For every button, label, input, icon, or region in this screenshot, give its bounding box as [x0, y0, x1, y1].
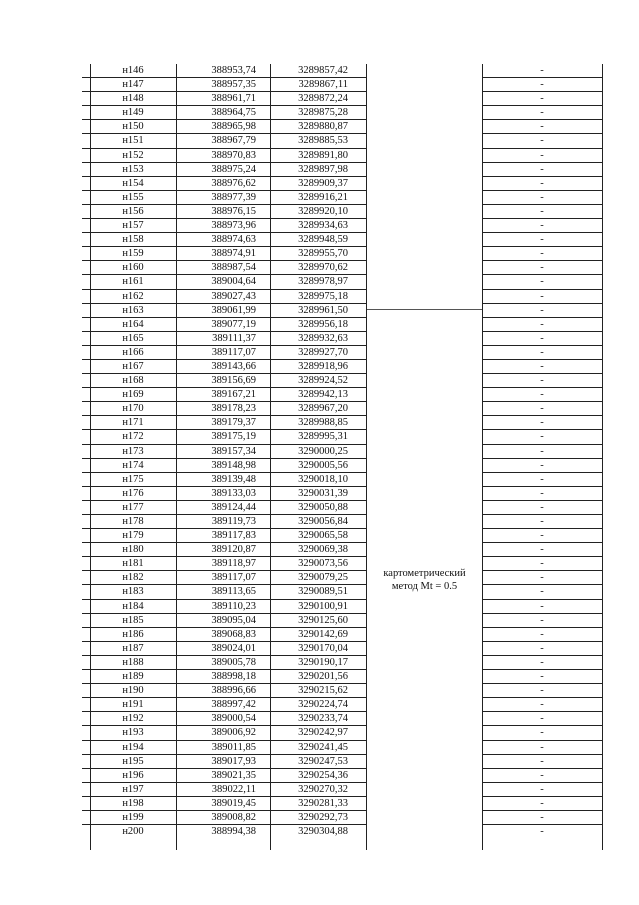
table-row	[82, 459, 602, 473]
table-row	[82, 571, 602, 585]
empty-value-cell: -	[540, 93, 544, 105]
table-row	[82, 600, 602, 614]
x-coordinate-cell: 389068,83	[211, 628, 256, 640]
point-name-cell: н162	[122, 290, 144, 302]
x-coordinate-cell: 388977,39	[211, 191, 256, 203]
x-coordinate-cell: 388964,75	[211, 107, 256, 119]
table-row	[82, 134, 602, 148]
empty-value-cell: -	[540, 516, 544, 527]
empty-value-cell: -	[540, 755, 544, 767]
y-coordinate-cell: 3290125,60	[298, 614, 348, 626]
point-name-cell: н170	[122, 403, 144, 415]
point-name-cell: н187	[122, 642, 144, 654]
table-border-left	[90, 64, 91, 850]
y-coordinate-cell: 3290190,17	[298, 656, 348, 668]
y-coordinate-cell: 3289916,21	[298, 191, 348, 203]
point-name-cell: н150	[122, 121, 144, 133]
table-row	[82, 219, 602, 233]
empty-value-cell: -	[540, 234, 544, 246]
point-name-cell: н176	[122, 487, 144, 499]
table-row	[82, 628, 602, 642]
table-row	[82, 515, 602, 529]
x-coordinate-cell: 389095,04	[211, 614, 256, 626]
y-coordinate-cell: 3290142,69	[298, 628, 348, 640]
empty-value-cell: -	[540, 65, 544, 76]
empty-value-cell: -	[540, 473, 544, 485]
empty-value-cell: -	[540, 614, 544, 626]
x-coordinate-cell: 389110,23	[211, 600, 256, 612]
point-name-cell: н167	[122, 360, 144, 372]
point-name-cell: н197	[122, 783, 144, 795]
method-cell-upper	[367, 64, 482, 309]
empty-value-cell: -	[540, 346, 544, 358]
x-coordinate-cell: 389006,92	[211, 727, 256, 739]
x-coordinate-cell: 388975,24	[211, 163, 256, 175]
y-coordinate-cell: 3290215,62	[298, 685, 348, 697]
empty-value-cell: -	[540, 642, 544, 654]
x-coordinate-cell: 389024,01	[211, 642, 256, 654]
point-name-cell: н165	[122, 332, 144, 344]
table-row	[82, 430, 602, 444]
y-coordinate-cell: 3289857,42	[298, 65, 348, 76]
y-coordinate-cell: 3289948,59	[298, 234, 348, 246]
x-coordinate-cell: 389133,03	[211, 487, 256, 499]
y-coordinate-cell: 3290242,97	[298, 727, 348, 739]
point-name-cell: н159	[122, 248, 144, 260]
empty-value-cell: -	[540, 487, 544, 499]
method-cell-divider	[367, 309, 482, 310]
y-coordinate-cell: 3289924,52	[298, 375, 348, 387]
empty-value-cell: -	[540, 572, 544, 584]
y-coordinate-cell: 3290100,91	[298, 600, 348, 612]
x-coordinate-cell: 389156,69	[211, 375, 256, 387]
table-row	[82, 783, 602, 797]
y-coordinate-cell: 3289920,10	[298, 205, 348, 217]
x-coordinate-cell: 388953,74	[211, 65, 256, 76]
table-rows	[82, 64, 602, 839]
y-coordinate-cell: 3289875,28	[298, 107, 348, 119]
point-name-cell: н152	[122, 149, 144, 161]
x-coordinate-cell: 389021,35	[211, 769, 256, 781]
table-row	[82, 64, 602, 78]
y-coordinate-cell: 3289956,18	[298, 318, 348, 330]
x-coordinate-cell: 388976,15	[211, 205, 256, 217]
x-coordinate-cell: 389124,44	[211, 501, 256, 513]
table-row	[82, 402, 602, 416]
y-coordinate-cell: 3290005,56	[298, 459, 348, 471]
point-name-cell: н147	[122, 79, 144, 91]
empty-value-cell: -	[540, 177, 544, 189]
empty-value-cell: -	[540, 107, 544, 119]
empty-value-cell: -	[540, 445, 544, 457]
point-name-cell: н155	[122, 191, 144, 203]
x-coordinate-cell: 389005,78	[211, 656, 256, 668]
empty-value-cell: -	[540, 671, 544, 683]
table-row	[82, 149, 602, 163]
point-name-cell: н166	[122, 346, 144, 358]
empty-value-cell: -	[540, 530, 544, 542]
table-row	[82, 205, 602, 219]
point-name-cell: н200	[122, 826, 144, 838]
table-row	[82, 741, 602, 755]
empty-value-cell: -	[540, 586, 544, 598]
point-name-cell: н182	[122, 572, 144, 584]
y-coordinate-cell: 3290270,32	[298, 783, 348, 795]
y-coordinate-cell: 3289961,50	[298, 304, 348, 316]
table-row	[82, 247, 602, 261]
y-coordinate-cell: 3290201,56	[298, 671, 348, 683]
x-coordinate-cell: 388967,79	[211, 135, 256, 147]
empty-value-cell: -	[540, 389, 544, 401]
column-divider-1	[176, 64, 177, 850]
table-row	[82, 163, 602, 177]
coordinates-table	[82, 64, 602, 839]
empty-value-cell: -	[540, 811, 544, 823]
x-coordinate-cell: 388996,66	[211, 685, 256, 697]
point-name-cell: н177	[122, 501, 144, 513]
x-coordinate-cell: 388974,63	[211, 234, 256, 246]
table-row	[82, 332, 602, 346]
point-name-cell: н172	[122, 431, 144, 443]
y-coordinate-cell: 3289978,97	[298, 276, 348, 288]
table-row	[82, 275, 602, 289]
y-coordinate-cell: 3290000,25	[298, 445, 348, 457]
empty-value-cell: -	[540, 544, 544, 556]
y-coordinate-cell: 3289918,96	[298, 360, 348, 372]
y-coordinate-cell: 3289867,11	[298, 79, 348, 91]
table-row	[82, 445, 602, 459]
point-name-cell: н157	[122, 220, 144, 232]
point-name-cell: н173	[122, 445, 144, 457]
point-name-cell: н184	[122, 600, 144, 612]
empty-value-cell: -	[540, 262, 544, 274]
x-coordinate-cell: 388994,38	[211, 826, 256, 838]
point-name-cell: н171	[122, 417, 144, 429]
y-coordinate-cell: 3289872,24	[298, 93, 348, 105]
table-row	[82, 529, 602, 543]
point-name-cell: н181	[122, 558, 144, 570]
point-name-cell: н183	[122, 586, 144, 598]
point-name-cell: н179	[122, 530, 144, 542]
y-coordinate-cell: 3290254,36	[298, 769, 348, 781]
empty-value-cell: -	[540, 248, 544, 260]
empty-value-cell: -	[540, 600, 544, 612]
x-coordinate-cell: 388974,91	[211, 248, 256, 260]
table-row	[82, 261, 602, 275]
x-coordinate-cell: 388973,96	[211, 220, 256, 232]
empty-value-cell: -	[540, 656, 544, 668]
x-coordinate-cell: 389011,85	[211, 741, 256, 753]
empty-value-cell: -	[540, 685, 544, 697]
point-name-cell: н174	[122, 459, 144, 471]
y-coordinate-cell: 3290247,53	[298, 755, 348, 767]
y-coordinate-cell: 3289970,62	[298, 262, 348, 274]
table-row	[82, 614, 602, 628]
empty-value-cell: -	[540, 318, 544, 330]
x-coordinate-cell: 389008,82	[211, 811, 256, 823]
y-coordinate-cell: 3290069,38	[298, 544, 348, 556]
point-name-cell: н161	[122, 276, 144, 288]
y-coordinate-cell: 3290050,88	[298, 501, 348, 513]
method-label-line2: метод Mt = 0.5	[391, 581, 458, 592]
method-label-line1: картометрический	[383, 568, 466, 579]
x-coordinate-cell: 389157,34	[211, 445, 256, 457]
y-coordinate-cell: 3289909,37	[298, 177, 348, 189]
table-row	[82, 712, 602, 726]
table-row	[82, 388, 602, 402]
table-row	[82, 346, 602, 360]
x-coordinate-cell: 388970,83	[211, 149, 256, 161]
table-row	[82, 543, 602, 557]
x-coordinate-cell: 389175,19	[211, 431, 256, 443]
x-coordinate-cell: 389139,48	[211, 473, 256, 485]
table-row	[82, 120, 602, 134]
table-row	[82, 290, 602, 304]
table-row	[82, 78, 602, 92]
table-row	[82, 106, 602, 120]
y-coordinate-cell: 3289988,85	[298, 417, 348, 429]
empty-value-cell: -	[540, 121, 544, 133]
x-coordinate-cell: 389019,45	[211, 797, 256, 809]
point-name-cell: н151	[122, 135, 144, 147]
table-row	[82, 684, 602, 698]
y-coordinate-cell: 3289897,98	[298, 163, 348, 175]
table-row	[82, 769, 602, 783]
x-coordinate-cell: 389120,87	[211, 544, 256, 556]
x-coordinate-cell: 389000,54	[211, 713, 256, 725]
x-coordinate-cell: 389167,21	[211, 389, 256, 401]
y-coordinate-cell: 3289967,20	[298, 403, 348, 415]
x-coordinate-cell: 389148,98	[211, 459, 256, 471]
table-row	[82, 825, 602, 839]
column-divider-4	[482, 64, 483, 850]
point-name-cell: н186	[122, 628, 144, 640]
point-name-cell: н164	[122, 318, 144, 330]
point-name-cell: н199	[122, 811, 144, 823]
empty-value-cell: -	[540, 220, 544, 232]
table-row	[82, 726, 602, 740]
y-coordinate-cell: 3289932,63	[298, 332, 348, 344]
point-name-cell: н191	[122, 699, 144, 711]
empty-value-cell: -	[540, 713, 544, 725]
x-coordinate-cell: 389061,99	[211, 304, 256, 316]
table-row	[82, 318, 602, 332]
empty-value-cell: -	[540, 558, 544, 570]
empty-value-cell: -	[540, 79, 544, 91]
y-coordinate-cell: 3290031,39	[298, 487, 348, 499]
table-row	[82, 233, 602, 247]
empty-value-cell: -	[540, 135, 544, 147]
point-name-cell: н196	[122, 769, 144, 781]
y-coordinate-cell: 3289880,87	[298, 121, 348, 133]
x-coordinate-cell: 388957,35	[211, 79, 256, 91]
table-row	[82, 811, 602, 825]
table-row	[82, 656, 602, 670]
y-coordinate-cell: 3290241,45	[298, 741, 348, 753]
point-name-cell: н190	[122, 685, 144, 697]
empty-value-cell: -	[540, 205, 544, 217]
empty-value-cell: -	[540, 290, 544, 302]
method-cell-text	[367, 567, 482, 593]
point-name-cell: н175	[122, 473, 144, 485]
point-name-cell: н193	[122, 727, 144, 739]
x-coordinate-cell: 389111,37	[212, 332, 256, 344]
y-coordinate-cell: 3290292,73	[298, 811, 348, 823]
x-coordinate-cell: 389017,93	[211, 755, 256, 767]
point-name-cell: н185	[122, 614, 144, 626]
table-row	[82, 416, 602, 430]
empty-value-cell: -	[540, 826, 544, 838]
y-coordinate-cell: 3289934,63	[298, 220, 348, 232]
point-name-cell: н188	[122, 656, 144, 668]
point-name-cell: н195	[122, 755, 144, 767]
empty-value-cell: -	[540, 769, 544, 781]
x-coordinate-cell: 388987,54	[211, 262, 256, 274]
empty-value-cell: -	[540, 417, 544, 429]
table-border-right	[602, 64, 603, 850]
point-name-cell: н146	[122, 65, 144, 76]
y-coordinate-cell: 3289927,70	[298, 346, 348, 358]
point-name-cell: н189	[122, 671, 144, 683]
empty-value-cell: -	[540, 727, 544, 739]
point-name-cell: н149	[122, 107, 144, 119]
empty-value-cell: -	[540, 332, 544, 344]
table-row	[82, 501, 602, 515]
empty-value-cell: -	[540, 699, 544, 711]
x-coordinate-cell: 389178,23	[211, 403, 256, 415]
y-coordinate-cell: 3290233,74	[298, 713, 348, 725]
y-coordinate-cell: 3290079,25	[298, 572, 348, 584]
table-row	[82, 360, 602, 374]
table-row	[82, 92, 602, 106]
point-name-cell: н160	[122, 262, 144, 274]
table-row	[82, 374, 602, 388]
x-coordinate-cell: 389113,65	[211, 586, 256, 598]
x-coordinate-cell: 389143,66	[211, 360, 256, 372]
table-row	[82, 191, 602, 205]
y-coordinate-cell: 3290224,74	[298, 699, 348, 711]
point-name-cell: н169	[122, 389, 144, 401]
y-coordinate-cell: 3290281,33	[298, 797, 348, 809]
table-row	[82, 670, 602, 684]
point-name-cell: н198	[122, 797, 144, 809]
table-row	[82, 642, 602, 656]
table-row	[82, 487, 602, 501]
empty-value-cell: -	[540, 403, 544, 415]
empty-value-cell: -	[540, 628, 544, 640]
x-coordinate-cell: 389119,73	[211, 516, 256, 527]
x-coordinate-cell: 389004,64	[211, 276, 256, 288]
x-coordinate-cell: 388976,62	[211, 177, 256, 189]
empty-value-cell: -	[540, 783, 544, 795]
table-row	[82, 473, 602, 487]
point-name-cell: н194	[122, 741, 144, 753]
y-coordinate-cell: 3290065,58	[298, 530, 348, 542]
point-name-cell: н168	[122, 375, 144, 387]
y-coordinate-cell: 3289942,13	[298, 389, 348, 401]
empty-value-cell: -	[540, 163, 544, 175]
point-name-cell: н153	[122, 163, 144, 175]
point-name-cell: н178	[122, 516, 144, 527]
x-coordinate-cell: 389117,07	[211, 346, 256, 358]
y-coordinate-cell: 3290170,04	[298, 642, 348, 654]
x-coordinate-cell: 388997,42	[211, 699, 256, 711]
empty-value-cell: -	[540, 459, 544, 471]
x-coordinate-cell: 389118,97	[211, 558, 256, 570]
x-coordinate-cell: 388961,71	[211, 93, 256, 105]
table-row	[82, 797, 602, 811]
point-name-cell: н192	[122, 713, 144, 725]
empty-value-cell: -	[540, 304, 544, 316]
empty-value-cell: -	[540, 360, 544, 372]
y-coordinate-cell: 3289891,80	[298, 149, 348, 161]
empty-value-cell: -	[540, 375, 544, 387]
empty-value-cell: -	[540, 741, 544, 753]
empty-value-cell: -	[540, 191, 544, 203]
y-coordinate-cell: 3289885,53	[298, 135, 348, 147]
column-divider-2	[270, 64, 271, 850]
x-coordinate-cell: 389022,11	[211, 783, 256, 795]
empty-value-cell: -	[540, 501, 544, 513]
y-coordinate-cell: 3290018,10	[298, 473, 348, 485]
y-coordinate-cell: 3290304,88	[298, 826, 348, 838]
table-row	[82, 177, 602, 191]
table-row	[82, 585, 602, 599]
empty-value-cell: -	[540, 797, 544, 809]
y-coordinate-cell: 3290073,56	[298, 558, 348, 570]
table-row	[82, 755, 602, 769]
x-coordinate-cell: 389117,07	[211, 572, 256, 584]
point-name-cell: н180	[122, 544, 144, 556]
table-row	[82, 698, 602, 712]
empty-value-cell: -	[540, 149, 544, 161]
empty-value-cell: -	[540, 276, 544, 288]
y-coordinate-cell: 3289995,31	[298, 431, 348, 443]
y-coordinate-cell: 3289975,18	[298, 290, 348, 302]
x-coordinate-cell: 389179,37	[211, 417, 256, 429]
point-name-cell: н156	[122, 205, 144, 217]
table-row	[82, 304, 602, 318]
x-coordinate-cell: 389027,43	[211, 290, 256, 302]
y-coordinate-cell: 3289955,70	[298, 248, 348, 260]
table-row	[82, 557, 602, 571]
point-name-cell: н163	[122, 304, 144, 316]
point-name-cell: н148	[122, 93, 144, 105]
point-name-cell: н158	[122, 234, 144, 246]
x-coordinate-cell: 389077,19	[211, 318, 256, 330]
point-name-cell: н154	[122, 177, 144, 189]
x-coordinate-cell: 388998,18	[211, 671, 256, 683]
y-coordinate-cell: 3290056,84	[298, 516, 348, 527]
y-coordinate-cell: 3290089,51	[298, 586, 348, 598]
x-coordinate-cell: 389117,83	[211, 530, 256, 542]
x-coordinate-cell: 388965,98	[211, 121, 256, 133]
empty-value-cell: -	[540, 431, 544, 443]
